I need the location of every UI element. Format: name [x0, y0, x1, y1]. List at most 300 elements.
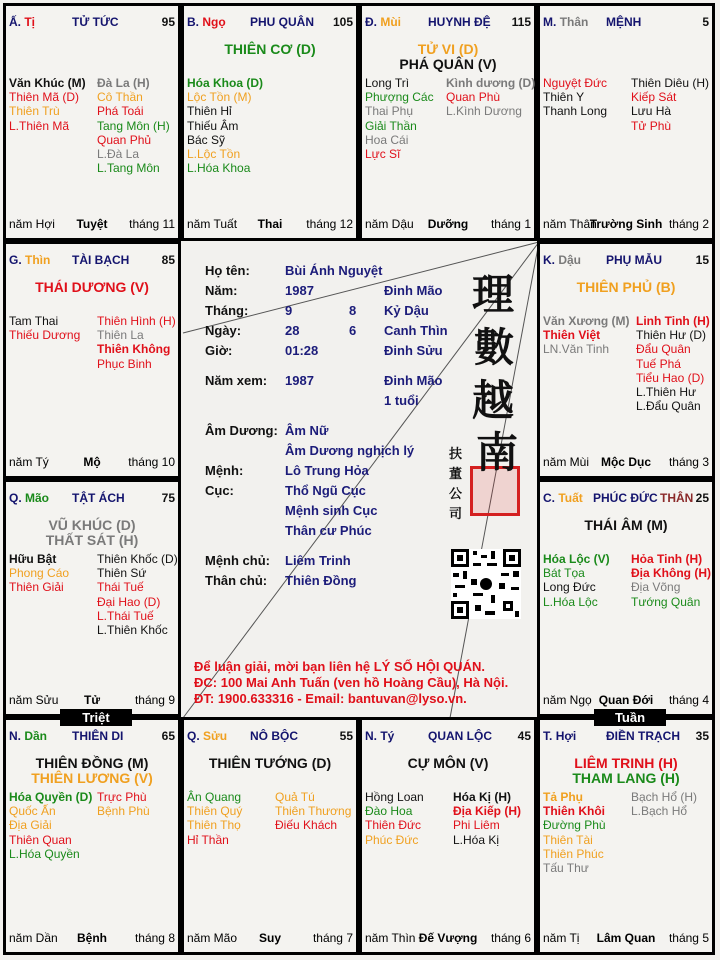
palace-name: TẬT ÁCH [72, 491, 125, 505]
minor-star: L.Đà La [97, 147, 140, 162]
minor-stars-right [97, 552, 178, 637]
minor-star: L.Thiên Hư [636, 385, 697, 400]
minor-star: L.Bạch Hổ [631, 804, 688, 819]
month-marker: tháng 5 [668, 931, 709, 945]
minor-star: Tiểu Hao (D) [636, 370, 705, 385]
main-star: THAM LANG (H) [572, 770, 680, 786]
main-star: THÁI ÂM (M) [584, 517, 668, 533]
palace-cell-tuat[interactable] [537, 479, 715, 717]
life-stage: Bệnh [77, 931, 107, 945]
minor-star: Trực Phù [97, 790, 147, 804]
minor-star: Hóa Quyền (D) [9, 790, 93, 804]
main-star: THẤT SÁT (H) [45, 532, 139, 548]
minor-stars-right [631, 790, 697, 818]
palace-name: PHÚC ĐỨC [593, 491, 658, 505]
major-period-age: 15 [695, 253, 709, 267]
minor-star: Địa Không (H) [631, 566, 711, 581]
palace-header [365, 729, 531, 745]
heavenly-stem: N. [365, 729, 377, 743]
calligraphy-side-char: 董 [449, 467, 463, 482]
earthly-branch: Tị [24, 15, 36, 29]
month-marker: tháng 7 [312, 931, 353, 945]
minor-stars-left [187, 790, 242, 847]
main-star: THIÊN CƠ (D) [224, 41, 316, 57]
hour-label: Giờ: [205, 343, 233, 358]
day-canchi: Canh Thìn [384, 323, 448, 338]
main-stars [6, 756, 178, 786]
minor-star: Quốc Ấn [9, 804, 56, 819]
minor-star: Hỏa Tinh (H) [631, 552, 703, 566]
main-star: THIÊN TƯỚNG (D) [208, 755, 332, 771]
palace-name: ĐIỀN TRẠCH [606, 729, 680, 743]
minor-star: Thiên Hỉ [187, 104, 232, 119]
life-stage: Suy [258, 931, 281, 945]
minor-star: Văn Khúc (M) [9, 76, 86, 90]
small-period-year: năm Mão [187, 931, 238, 945]
minor-star: Thiên Hư (D) [636, 328, 707, 343]
palace-name: NÔ BỘC [250, 729, 298, 743]
earthly-branch: Dần [24, 729, 48, 743]
hour-value: 01:28 [285, 343, 319, 358]
minor-star: Tuế Phá [636, 356, 681, 371]
minor-star: Thanh Long [543, 104, 608, 119]
than-chu-value: Thiên Đồng [285, 573, 357, 588]
major-period-age: 5 [702, 15, 709, 29]
earthly-branch: Ngọ [202, 15, 226, 29]
minor-stars-right [275, 790, 351, 833]
heavenly-stem: Q. [9, 491, 22, 505]
palace-name: PHỤ MẪU [606, 253, 662, 267]
minor-star: Thiên Trù [9, 104, 60, 119]
minor-star: Thiên Giải [9, 580, 64, 595]
life-stage: Mộ [83, 455, 101, 469]
month-lunar: 8 [349, 303, 357, 318]
minor-stars-right [446, 76, 535, 119]
main-star: THÁI DƯƠNG (V) [35, 279, 149, 295]
calligraphy-char: 南 [476, 428, 519, 477]
calligraphy-char: 理 [472, 270, 515, 319]
minor-star: Hữu Bật [9, 552, 57, 566]
calligraphy-char: 數 [474, 324, 514, 371]
minor-star: L.Thái Tuế [97, 608, 154, 623]
life-stage: Quan Đới [598, 693, 654, 707]
main-stars [540, 280, 712, 295]
minor-star: Phượng Các [365, 90, 434, 105]
minor-stars-left [543, 552, 610, 609]
contact-phone-email: ĐT: 1900.633316 - Email: bantuvan@lyso.vn. [194, 691, 467, 706]
life-stage: Tuyệt [76, 217, 108, 231]
small-period-year: năm Dậu [365, 217, 414, 231]
minor-stars-left [365, 76, 434, 161]
minor-stars-right [97, 314, 176, 371]
heavenly-stem: Q. [187, 729, 200, 743]
menh-chu-label: Mệnh chủ: [205, 553, 270, 568]
small-period-year: năm Tuất [187, 217, 238, 231]
minor-star: Đào Hoa [365, 804, 413, 819]
month-marker: tháng 10 [128, 455, 175, 469]
palace-header [543, 491, 709, 507]
calligraphy-side-char: 扶 [449, 447, 463, 462]
minor-star: Thiếu Âm [187, 118, 239, 133]
minor-star: Địa Kiếp (H) [453, 804, 522, 819]
minor-stars-left [543, 76, 607, 119]
minor-star: Tang Môn (H) [97, 118, 170, 133]
main-stars [540, 756, 712, 786]
qr-code [451, 549, 521, 619]
palace-name: PHU QUÂN [250, 15, 315, 29]
year-canchi: Đinh Mão [384, 283, 443, 298]
minor-star: Điếu Khách [275, 818, 338, 833]
major-period-age: 45 [517, 729, 531, 743]
minor-stars-left [9, 790, 92, 861]
triet-marker: Triệt [60, 709, 132, 726]
year-label: Năm: [205, 283, 238, 298]
day-lunar: 6 [349, 323, 357, 338]
minor-star: Thiên Việt [543, 328, 601, 343]
palace-header [187, 15, 353, 31]
minor-stars-left [9, 314, 80, 342]
minor-stars-left [543, 314, 630, 357]
palace-cell-ti[interactable] [3, 3, 181, 241]
minor-star: Phúc Đức [365, 832, 419, 847]
minor-star: Thiên Sứ [97, 566, 147, 581]
menh-label: Mệnh: [205, 463, 244, 478]
calligraphy-side-char: 公 [449, 487, 463, 502]
heavenly-stem: M. [543, 15, 557, 29]
minor-stars-right [97, 790, 150, 818]
earthly-branch: Mão [25, 491, 50, 505]
life-stage: Lâm Quan [596, 931, 656, 945]
minor-star: Phong Cáo [9, 566, 70, 581]
major-period-age: 85 [161, 253, 175, 267]
month-value: 9 [285, 303, 293, 318]
minor-star: Bác Sỹ [187, 132, 226, 147]
minor-star: Tả Phụ [543, 790, 584, 804]
contact-line: Để luận giải, mời bạn liên hệ LÝ SỐ HỘI QUÁN. [194, 659, 485, 674]
minor-star: Hóa Kị (H) [453, 790, 511, 804]
main-star: THIÊN PHỦ (B) [576, 279, 676, 295]
minor-star: Thiên La [97, 328, 144, 343]
menh-chu-value: Liêm Trinh [285, 553, 351, 568]
minor-star: Đường Phù [543, 818, 606, 833]
heavenly-stem: C. [543, 491, 555, 505]
heavenly-stem: K. [543, 253, 555, 267]
earthly-branch: Tuất [558, 491, 583, 505]
view-year-canchi: Đinh Mão [384, 373, 443, 388]
minor-star: Thiên Mã (D) [9, 90, 80, 105]
minor-star: Kình dương (D) [446, 76, 536, 90]
small-period-year: năm Sửu [9, 693, 59, 707]
life-stage: Thai [257, 217, 283, 231]
minor-star: Thiên Tài [543, 832, 593, 847]
minor-star: Thiên Quý [187, 804, 243, 819]
heavenly-stem: T. [543, 729, 553, 743]
heavenly-stem: N. [9, 729, 21, 743]
age: 1 tuổi [384, 393, 419, 408]
major-period-age: 115 [511, 15, 531, 29]
life-stage: Đế Vượng [418, 931, 478, 945]
minor-star: Tướng Quân [631, 594, 701, 609]
minor-star: Bạch Hổ (H) [631, 790, 698, 804]
minor-star: Tử Phù [631, 118, 672, 133]
earthly-branch: Dậu [558, 253, 582, 267]
life-stage: Tử [83, 693, 101, 707]
month-marker: tháng 4 [668, 693, 709, 707]
minor-stars-right [97, 76, 170, 175]
month-canchi: Kỷ Dậu [384, 303, 429, 318]
palace-name: TÀI BẠCH [72, 253, 130, 267]
main-stars [362, 756, 534, 771]
minor-star: L.Hóa Kị [453, 832, 500, 847]
menh-value: Lô Trung Hỏa [285, 463, 369, 478]
minor-star: Thiên Không [97, 342, 171, 357]
major-period-age: 35 [695, 729, 709, 743]
major-period-age: 75 [161, 491, 175, 505]
palace-name: MỆNH [606, 15, 642, 29]
minor-stars-left [543, 790, 606, 875]
small-period-year: năm Dần [9, 931, 58, 945]
palace-header [365, 15, 531, 31]
minor-star: Quan Phủ [97, 132, 152, 147]
name-value: Bùi Ánh Nguyệt [285, 263, 383, 278]
earthly-branch: Hợi [555, 729, 577, 743]
minor-star: Thiên Diêu (H) [631, 76, 710, 90]
minor-star: Tam Thai [9, 314, 59, 328]
minor-star: Hóa Khoa (D) [187, 76, 263, 90]
minor-star: Thiếu Dương [9, 328, 81, 343]
minor-star: L.Lộc Tồn [187, 147, 241, 162]
year-value: 1987 [285, 283, 314, 298]
earthly-branch: Thân [559, 15, 589, 29]
minor-star: L.Thiên Mã [9, 118, 70, 133]
palace-header [187, 729, 353, 745]
palace-header [543, 729, 709, 745]
small-period-year: năm Tý [9, 455, 49, 469]
minor-stars-right [631, 552, 711, 609]
calligraphy-char: 越 [472, 376, 515, 425]
amduong-value: Âm Nữ [285, 423, 329, 438]
minor-star: Long Trì [365, 76, 410, 90]
minor-star: Ân Quang [187, 790, 242, 804]
main-star: PHÁ QUÂN (V) [399, 56, 497, 72]
minor-star: Bát Tọa [543, 566, 585, 581]
minor-star: Thiên Quan [9, 832, 72, 847]
than-chu-label: Thân chủ: [205, 573, 268, 588]
small-period-year: năm Thân [543, 217, 597, 231]
palace-cell-than[interactable] [537, 3, 715, 241]
month-label: Tháng: [205, 303, 249, 318]
main-stars [184, 756, 356, 771]
minor-star: Thiên Y [543, 90, 585, 105]
palace-cell-mao[interactable] [3, 479, 181, 717]
minor-star: Hóa Lộc (V) [543, 552, 610, 566]
minor-star: Giải Thần [365, 118, 417, 133]
minor-star: Thiên Thương [275, 804, 352, 819]
main-star: TỬ VI (D) [417, 41, 479, 57]
minor-star: Thai Phụ [365, 104, 414, 119]
view-year-value: 1987 [285, 373, 314, 388]
minor-stars-left [9, 552, 69, 595]
than-marker: THÂN [660, 491, 694, 505]
heavenly-stem: Ấ. [9, 15, 21, 29]
month-marker: tháng 6 [490, 931, 531, 945]
main-star: THIÊN ĐỒNG (M) [35, 755, 149, 771]
than-cu: Thân cư Phúc [285, 523, 372, 538]
heavenly-stem: Đ. [365, 15, 377, 29]
minor-stars-left [9, 76, 86, 133]
month-marker: tháng 11 [129, 217, 175, 231]
month-marker: tháng 3 [668, 455, 709, 469]
palace-cell-thin[interactable] [3, 241, 181, 479]
major-period-age: 25 [695, 491, 709, 505]
palace-cell-mui[interactable] [359, 3, 537, 241]
palace-cell-suu[interactable] [181, 717, 359, 955]
minor-star: Quan Phù [446, 90, 501, 105]
minor-stars-left [187, 76, 263, 175]
small-period-year: năm Mùi [543, 455, 590, 469]
main-star: CỰ MÔN (V) [407, 755, 489, 771]
view-year-label: Năm xem: [205, 373, 268, 388]
minor-star: Lực Sĩ [365, 147, 401, 162]
small-period-year: năm Thìn [365, 931, 416, 945]
minor-star: Nguyệt Đức [543, 76, 608, 90]
small-period-year: năm Tị [543, 931, 580, 945]
minor-star: Thiên Thọ [187, 818, 241, 833]
minor-star: L.Hóa Lộc [543, 594, 598, 609]
palace-cell-dau[interactable] [537, 241, 715, 479]
minor-stars-right [453, 790, 521, 847]
heavenly-stem: B. [187, 15, 199, 29]
amduong-label: Âm Dương: [205, 423, 278, 438]
minor-star: L.Đẩu Quân [636, 399, 701, 414]
minor-star: Thiên Hình (H) [97, 314, 176, 328]
minor-stars-right [636, 314, 710, 413]
life-stage: Dưỡng [427, 217, 469, 231]
minor-star: Kiếp Sát [631, 90, 677, 105]
minor-star: Bệnh Phù [97, 804, 150, 819]
cuc-label: Cục: [205, 483, 234, 498]
minor-star: Quả Tú [275, 790, 315, 804]
minor-star: Hồng Loan [365, 790, 424, 804]
earthly-branch: Sửu [203, 729, 228, 743]
palace-header [9, 15, 175, 31]
contact-address: ĐC: 100 Mai Anh Tuấn (ven hồ Hoàng Cầu), Hà Nội. [194, 675, 509, 690]
main-stars [6, 518, 178, 548]
name-label: Họ tên: [205, 263, 250, 278]
minor-star: Tấu Thư [543, 861, 589, 876]
month-marker: tháng 8 [134, 931, 175, 945]
earthly-branch: Tý [380, 729, 395, 743]
minor-star: LN.Văn Tinh [543, 342, 610, 357]
life-stage: Trường Sinh [589, 217, 663, 231]
minor-star: Thiên Phúc [543, 846, 604, 861]
minor-star: Văn Xương (M) [543, 314, 630, 328]
minor-star: Phá Toái [97, 104, 144, 119]
amduong-note: Âm Dương nghịch lý [285, 443, 415, 458]
palace-cell-hoi[interactable] [537, 717, 715, 955]
main-star: LIÊM TRINH (H) [574, 755, 678, 771]
minor-star: L.Hóa Quyền [9, 846, 80, 861]
palace-name: TỬ TỨC [72, 15, 119, 29]
minor-star: Địa Giải [9, 818, 52, 833]
palace-name: QUAN LỘC [428, 729, 492, 743]
minor-star: L.Kình Dương [446, 104, 522, 119]
main-star: VŨ KHÚC (D) [48, 517, 136, 533]
palace-cell-dan[interactable] [3, 717, 181, 955]
minor-star: Linh Tinh (H) [636, 314, 710, 328]
minor-star: Thiên Khôi [543, 804, 605, 819]
palace-name: THIÊN DI [72, 729, 124, 743]
heavenly-stem: G. [9, 253, 22, 267]
main-stars [540, 518, 712, 533]
small-period-year: năm Hợi [9, 217, 55, 231]
minor-star: Đại Hao (D) [97, 594, 161, 609]
cuc-value: Thổ Ngũ Cục [285, 483, 366, 498]
earthly-branch: Thìn [25, 253, 51, 267]
main-stars [6, 280, 178, 295]
minor-star: Đà La (H) [97, 76, 150, 90]
minor-star: Đẩu Quân [636, 342, 691, 357]
minor-star: Lưu Hà [631, 104, 672, 119]
month-marker: tháng 1 [490, 217, 531, 231]
palace-header [543, 15, 709, 31]
minor-star: Cô Thần [97, 90, 143, 105]
major-period-age: 105 [332, 15, 353, 29]
palace-cell-ty[interactable] [359, 717, 537, 955]
minor-star: Địa Võng [631, 580, 681, 595]
main-stars [362, 42, 534, 72]
major-period-age: 65 [161, 729, 175, 743]
day-value: 28 [285, 323, 300, 338]
small-period-year: năm Ngọ [543, 693, 592, 707]
minor-star: Thiên Khốc (D) [97, 552, 178, 566]
palace-header [9, 253, 175, 269]
minor-stars-right [631, 76, 709, 133]
minor-star: Phục Binh [97, 356, 152, 371]
major-period-age: 55 [339, 729, 353, 743]
palace-header [9, 729, 175, 745]
palace-header [543, 253, 709, 269]
minor-star: L.Tang Môn [97, 161, 160, 176]
minor-star: Thái Tuế [97, 580, 144, 595]
hour-canchi: Đinh Sửu [384, 343, 443, 358]
minor-stars-left [365, 790, 424, 847]
tuan-marker: Tuần [594, 709, 666, 726]
month-marker: tháng 2 [668, 217, 709, 231]
minor-star: Lộc Tồn (M) [187, 90, 252, 105]
main-stars [184, 42, 356, 57]
palace-cell-ngo[interactable] [181, 3, 359, 241]
month-marker: tháng 9 [134, 693, 175, 707]
palace-header [9, 491, 175, 507]
calligraphy-side-char: 司 [449, 507, 463, 522]
minor-star: Phi Liêm [453, 818, 500, 833]
month-marker: tháng 12 [306, 217, 353, 231]
main-star: THIÊN LƯƠNG (V) [31, 770, 153, 786]
minor-star: Hoa Cái [365, 132, 409, 147]
cuc-note: Mệnh sinh Cục [285, 503, 378, 518]
day-label: Ngày: [205, 323, 242, 338]
earthly-branch: Mùi [380, 15, 402, 29]
major-period-age: 95 [161, 15, 175, 29]
palace-name: HUYNH ĐỆ [428, 15, 491, 29]
minor-star: Long Đức [543, 580, 596, 595]
minor-star: L.Thiên Khốc [97, 623, 168, 638]
minor-star: Thiên Đức [365, 818, 422, 833]
minor-star: Hỉ Thần [187, 832, 229, 847]
life-stage: Mộc Dục [600, 455, 651, 469]
minor-star: L.Hóa Khoa [187, 161, 251, 176]
